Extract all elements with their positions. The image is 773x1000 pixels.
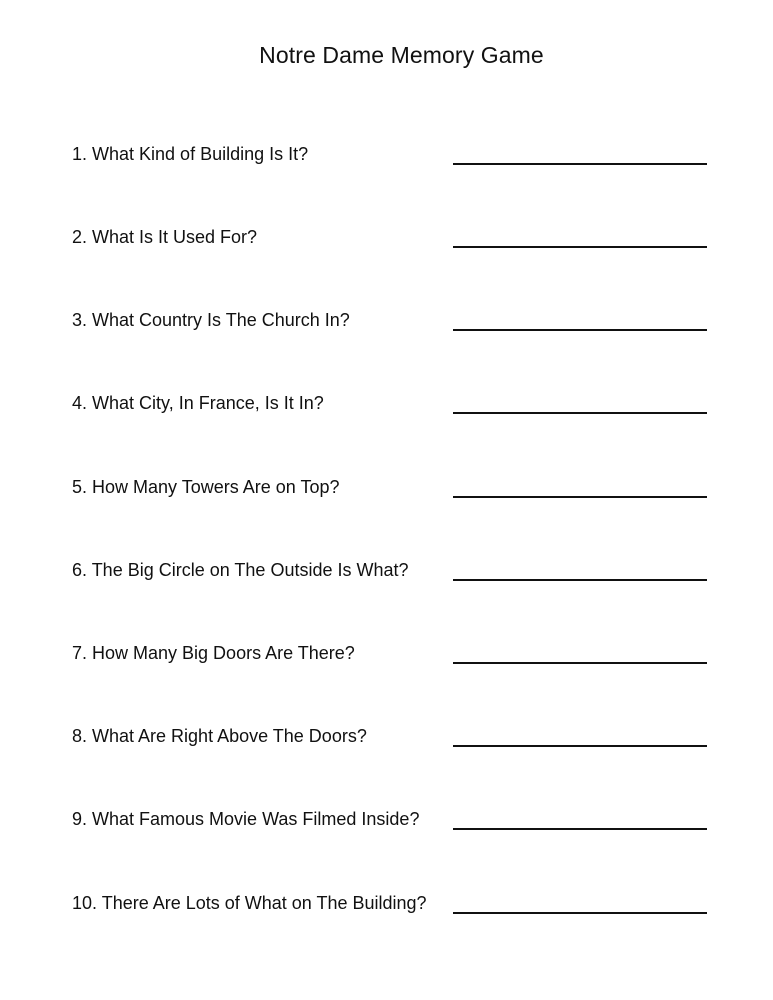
question-text: 2. What Is It Used For? xyxy=(72,227,258,247)
answer-line[interactable] xyxy=(453,745,707,747)
question-row xyxy=(72,808,708,838)
question-row xyxy=(72,476,708,506)
question-row xyxy=(72,725,708,755)
question-row xyxy=(72,559,708,589)
question-row xyxy=(72,309,708,339)
question-text: 10. There Are Lots of What on The Building? xyxy=(72,893,427,913)
question-text: 1. What Kind of Building Is It? xyxy=(72,144,309,164)
answer-line[interactable] xyxy=(453,662,707,664)
question-text: 7. How Many Big Doors Are There? xyxy=(72,643,355,663)
answer-line[interactable] xyxy=(453,246,707,248)
answer-line[interactable] xyxy=(453,579,707,581)
answer-line[interactable] xyxy=(453,329,707,331)
answer-line[interactable] xyxy=(453,828,707,830)
answer-line[interactable] xyxy=(453,912,707,914)
question-row xyxy=(72,892,708,922)
page-title: Notre Dame Memory Game xyxy=(259,42,544,68)
question-text: 4. What City, In France, Is It In? xyxy=(72,393,324,413)
question-row xyxy=(72,226,708,256)
answer-line[interactable] xyxy=(453,163,707,165)
question-text: 5. How Many Towers Are on Top? xyxy=(72,477,340,497)
question-text: 6. The Big Circle on The Outside Is What? xyxy=(72,560,409,580)
question-text: 9. What Famous Movie Was Filmed Inside? xyxy=(72,809,420,829)
answer-line[interactable] xyxy=(453,496,707,498)
answer-line[interactable] xyxy=(453,412,707,414)
question-row xyxy=(72,143,708,173)
question-row xyxy=(72,392,708,422)
question-text: 8. What Are Right Above The Doors? xyxy=(72,726,367,746)
question-text: 3. What Country Is The Church In? xyxy=(72,310,350,330)
question-row xyxy=(72,642,708,672)
